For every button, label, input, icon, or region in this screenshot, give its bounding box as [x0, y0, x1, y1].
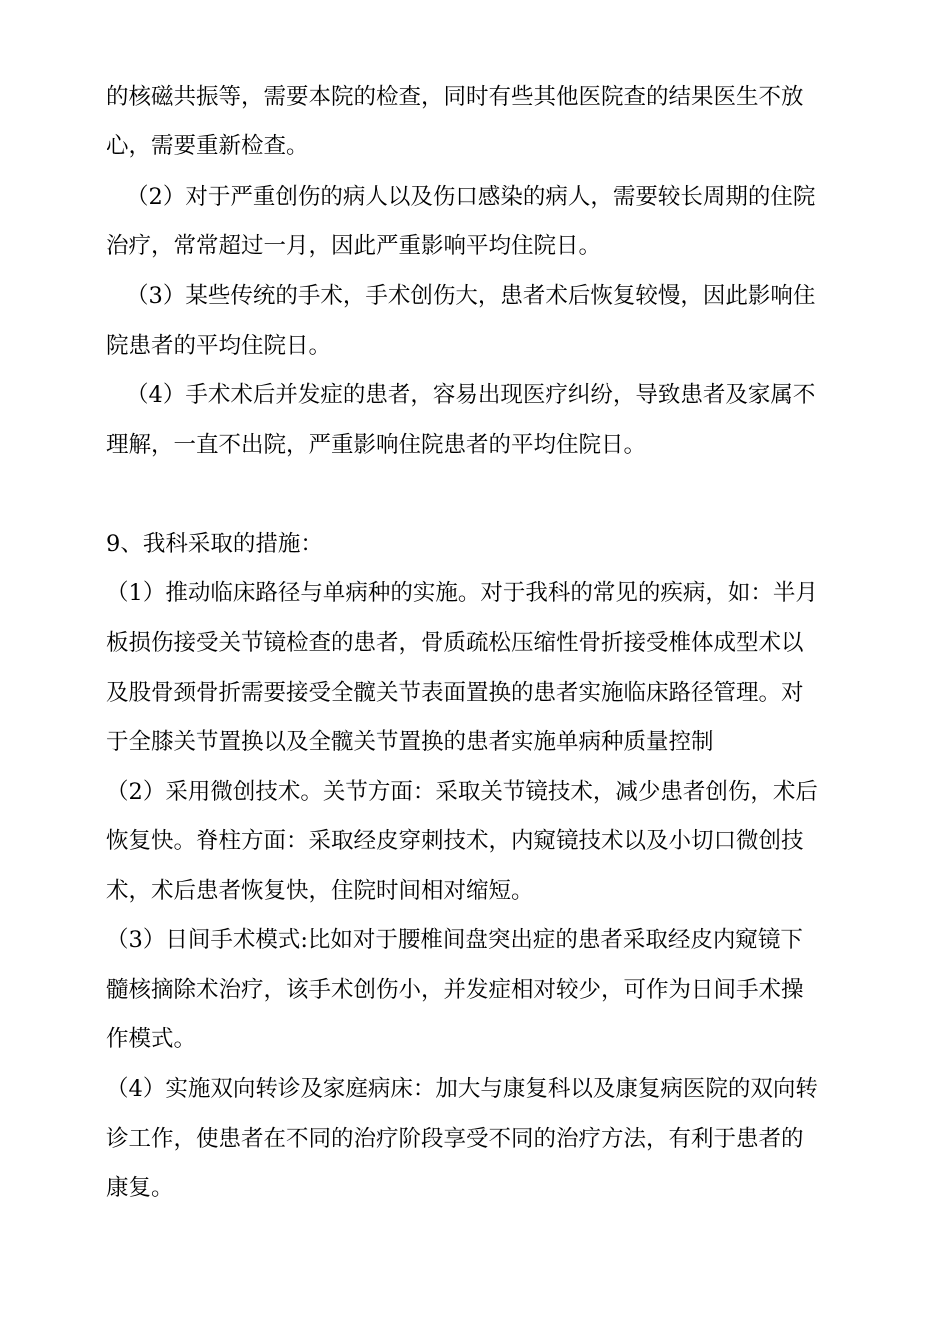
text-line: 康复。 [106, 1175, 174, 1201]
text-line: （3）某些传统的手术，手术创伤大，患者术后恢复较慢，因此影响住 [126, 283, 816, 309]
text-line: 院患者的平均住院日。 [106, 333, 332, 359]
text-line: 理解，一直不出院，严重影响住院患者的平均住院日。 [106, 432, 647, 458]
text-line: （4）手术术后并发症的患者，容易出现医疗纠纷，导致患者及家属不 [126, 382, 816, 408]
text-line: （4）实施双向转诊及家庭病床：加大与康复科以及康复病医院的双向转 [106, 1076, 818, 1102]
text-line: （2）采用微创技术。关节方面：采取关节镜技术，减少患者创伤，术后 [106, 779, 818, 805]
text-line: 恢复快。脊柱方面：采取经皮穿刺技术，内窥镜技术以及小切口微创技 [106, 828, 804, 854]
text-line: 术，术后患者恢复快，住院时间相对缩短。 [106, 878, 534, 904]
text-line: 诊工作，使患者在不同的治疗阶段享受不同的治疗方法，有利于患者的 [106, 1126, 804, 1152]
text-line: 的核磁共振等，需要本院的检查，同时有些其他医院查的结果医生不放 [106, 84, 804, 110]
text-line: 作模式。 [106, 1026, 197, 1052]
text-line: 及股骨颈骨折需要接受全髋关节表面置换的患者实施临床路径管理。对 [106, 680, 804, 706]
text-line: （3）日间手术模式:比如对于腰椎间盘突出症的患者采取经皮内窥镜下 [106, 927, 803, 953]
text-line: （2）对于严重创伤的病人以及伤口感染的病人，需要较长周期的住院 [126, 184, 816, 210]
text-line: 于全膝关节置换以及全髋关节置换的患者实施单病种质量控制 [106, 729, 714, 755]
section-heading: 9、我科采取的措施： [106, 531, 323, 557]
text-line: （1）推动临床路径与单病种的实施。对于我科的常见的疾病，如：半月 [106, 580, 818, 606]
text-line: 髓核摘除术治疗，该手术创伤小，并发症相对较少，可作为日间手术操 [106, 977, 804, 1003]
text-line: 心，需要重新检查。 [106, 133, 309, 159]
text-line: 治疗，常常超过一月，因此严重影响平均住院日。 [106, 233, 602, 259]
text-line: 板损伤接受关节镜检查的患者，骨质疏松压缩性骨折接受椎体成型术以 [106, 630, 804, 656]
